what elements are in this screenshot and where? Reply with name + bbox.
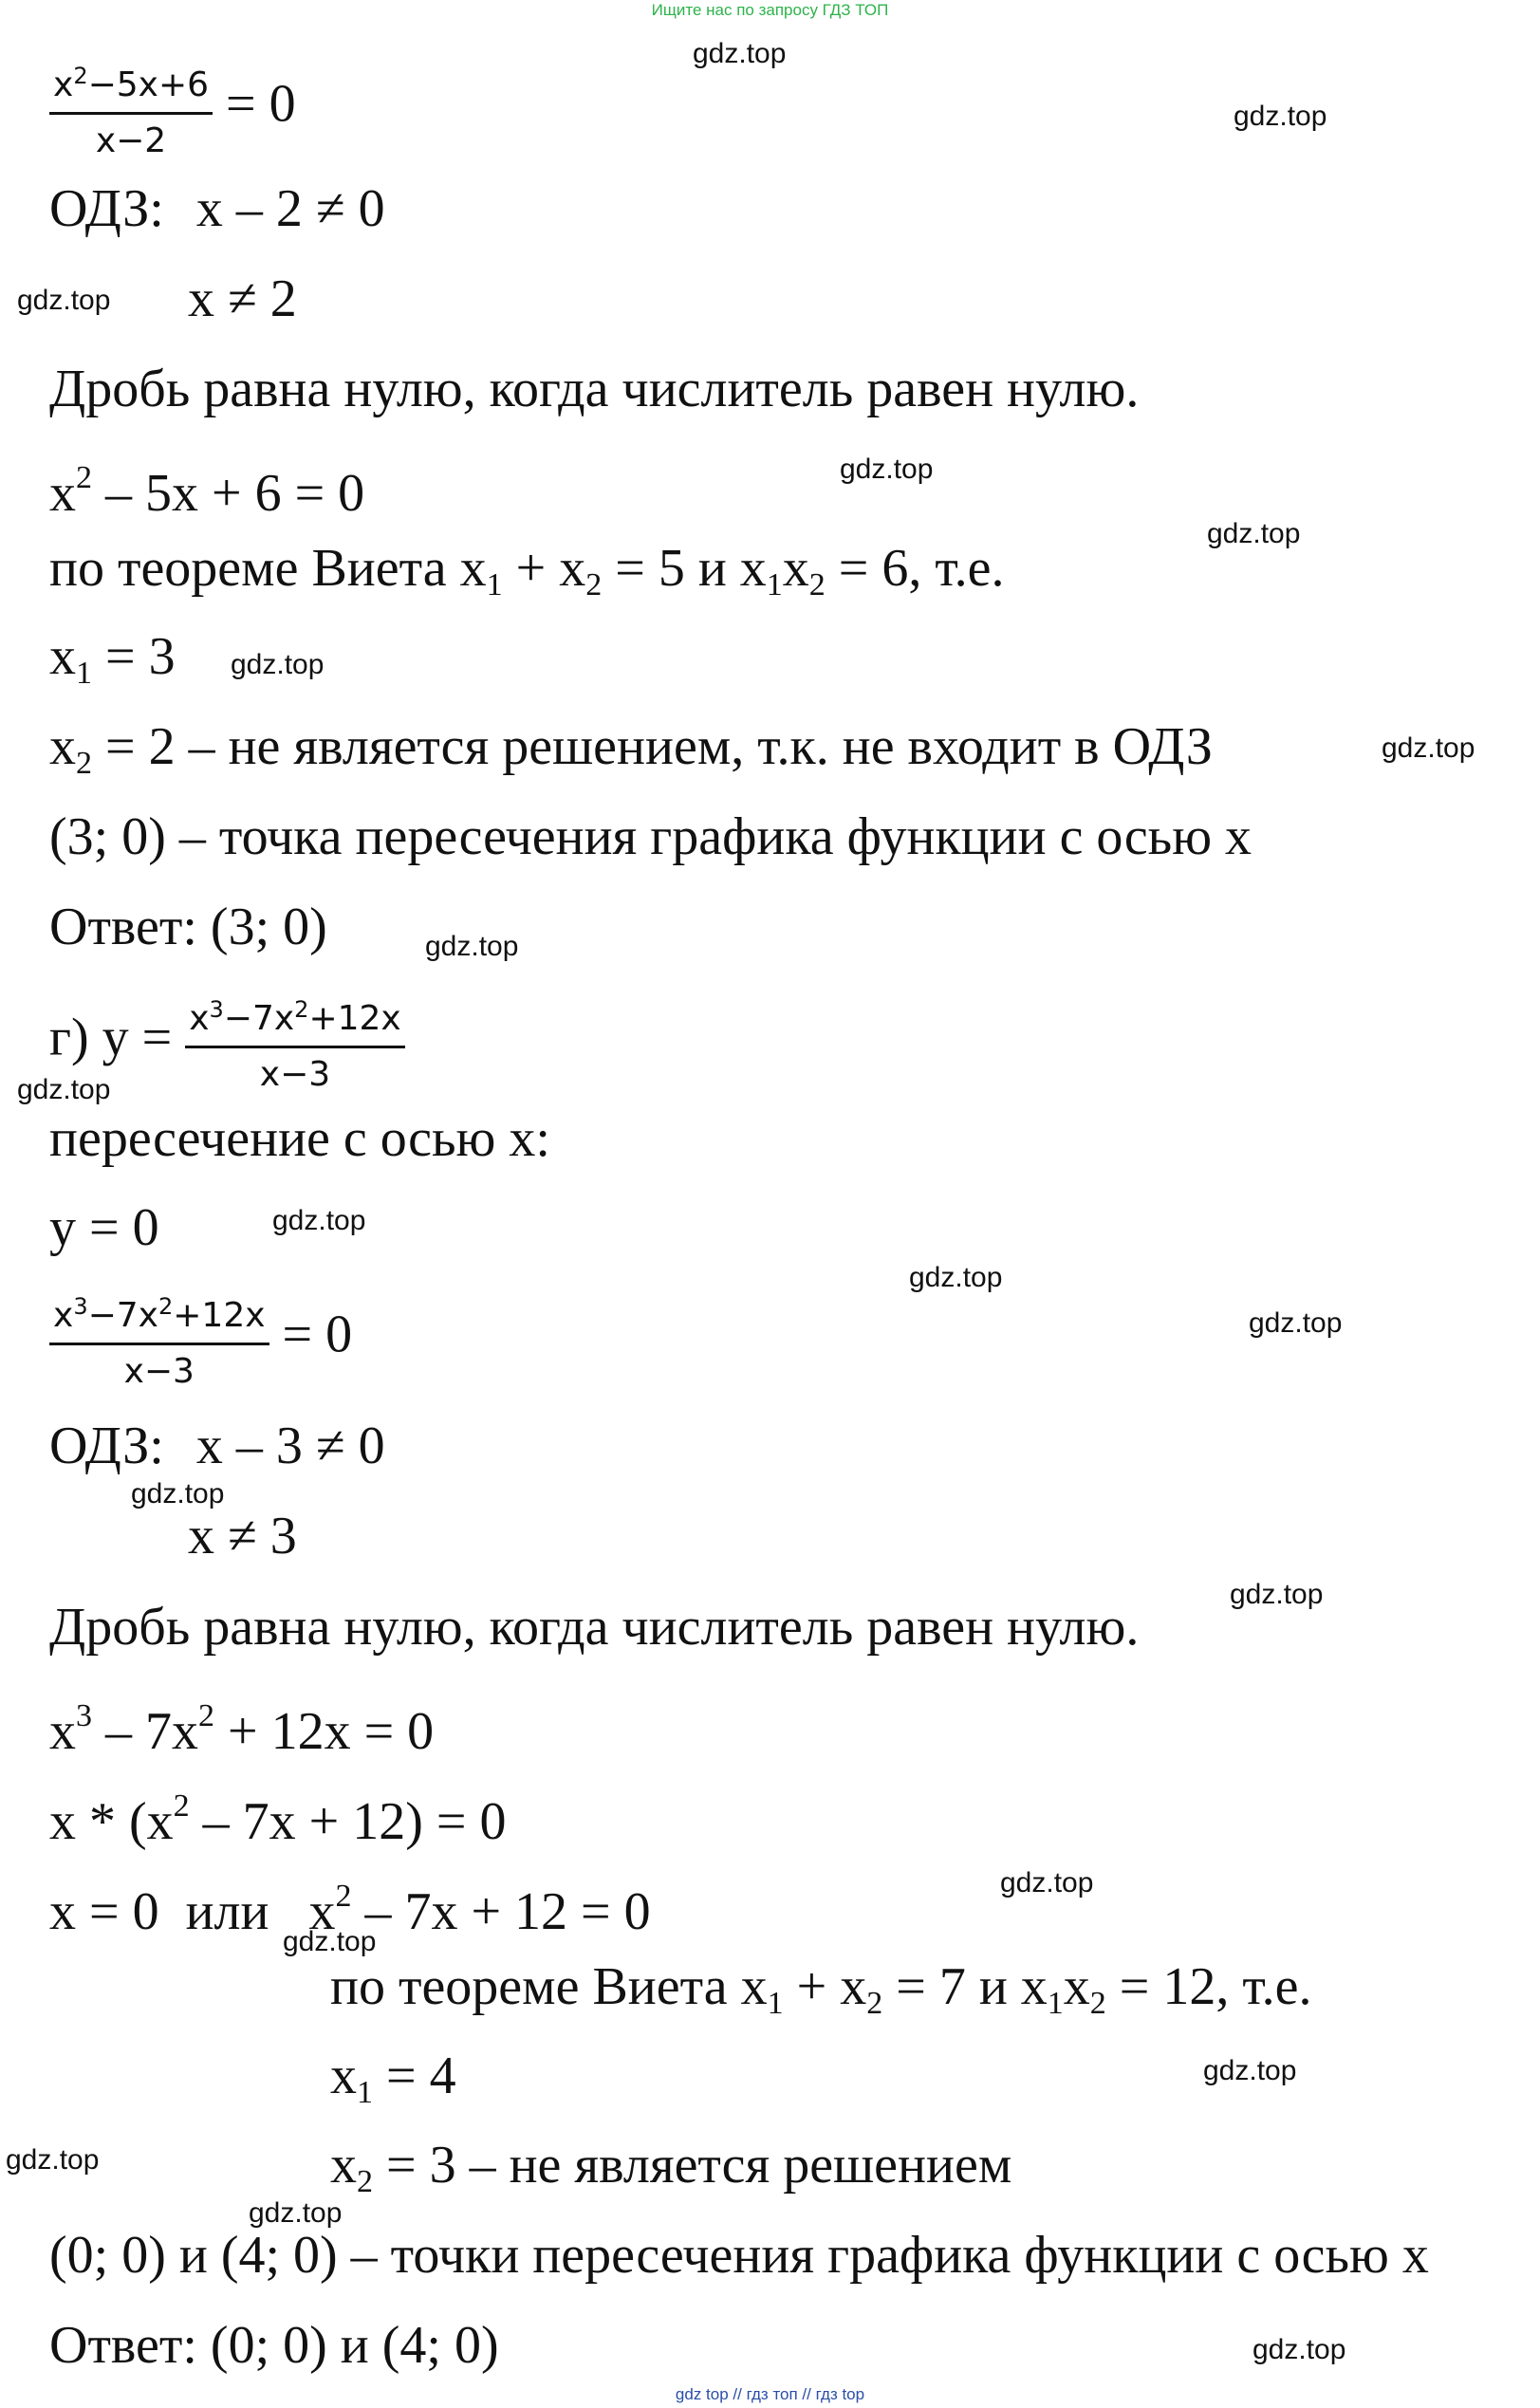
cubic-term3: + 12x = 0 (214, 1702, 435, 1761)
factored-equation: $x * (x^2 - 7x + 12) = 0$ (49, 1788, 507, 1851)
watermark: gdz.top (283, 1926, 377, 1957)
watermark: gdz.top (425, 931, 519, 962)
rule-text-1: Дробь равна нулю, когда числитель равен нулю. (49, 360, 1140, 418)
fraction-2-rhs: = 0 (282, 1305, 353, 1364)
root-g2: = 3 – не является решением (373, 2136, 1012, 2195)
vieta-sum: = 5 и x (602, 539, 767, 598)
watermark: gdz.top (840, 454, 934, 485)
watermark: gdz.top (272, 1205, 366, 1236)
fraction-g (185, 989, 405, 1096)
fraction-2-denominator: x−3 (123, 1352, 195, 1391)
fraction-1 (49, 55, 213, 162)
watermark: gdz.top (693, 38, 787, 69)
watermark: gdz.top (1203, 2055, 1297, 2086)
fraction-g-denominator: x−3 (259, 1055, 331, 1094)
vieta-text: по теореме Виета x (49, 539, 487, 598)
watermark: gdz.top (1382, 732, 1475, 764)
watermark: gdz.top (249, 2197, 343, 2229)
watermark: gdz.top (1000, 1867, 1094, 1899)
watermark: gdz.top (17, 285, 111, 316)
split-equation: x = 0 или $x^2 - 7x + 12 = 0$ (49, 1879, 651, 1941)
vieta-plus: + x (502, 539, 586, 598)
root-g2-line: $x_2 = 3$ – не является решением (330, 2136, 1012, 2199)
watermark: gdz.top (909, 1262, 1003, 1293)
quadratic-equation-1: $x^2 - 5x + 6 = 0$ (49, 460, 365, 523)
watermark: gdz.top (6, 2144, 100, 2176)
watermark: gdz.top (231, 649, 325, 680)
watermark: gdz.top (1249, 1307, 1343, 1339)
odz-label: ОДЗ: (49, 179, 164, 238)
root-2-line: $x_2 = 2$ – не является решением, т.к. не входит в ОДЗ (49, 717, 1213, 781)
top-banner: Ищите нас по запросу ГДЗ ТОП (651, 1, 889, 19)
intersection-point-1: (3; 0) – точка пересечения графика функции с осью x (49, 807, 1252, 866)
watermark: gdz.top (17, 1074, 111, 1105)
bottom-banner: gdz top // гдз топ // гдз top (675, 2385, 865, 2403)
fraction-g-numerator: $x^3-7x^2+12x$ (185, 989, 405, 1048)
fraction-1-denominator: x−2 (95, 121, 167, 160)
watermark: gdz.top (131, 1478, 225, 1510)
intersect-text: пересечение с осью x: (49, 1109, 550, 1168)
cubic-term2: – 7x (92, 1702, 198, 1761)
function-g-label: г) y = (49, 1008, 173, 1067)
vieta2-product: = 12, т.е. (1105, 1957, 1312, 2016)
cubic-equation: $x^3 - 7x^2 + 12x = 0$ (49, 1698, 435, 1761)
vieta-product: = 6, т.е. (825, 539, 1005, 598)
fraction-1-rhs: = 0 (226, 74, 296, 134)
vieta-x: x (782, 539, 809, 598)
fraction-1-numerator: $x^2-5x+6$ (49, 55, 213, 115)
odz-result-1: x ≠ 2 (188, 269, 297, 328)
watermark: gdz.top (1207, 518, 1301, 549)
fraction-equation-1 (49, 55, 296, 162)
eq-x: x (49, 464, 76, 523)
root-g1: = 4 (373, 2047, 456, 2105)
root-1-line: $x_1 = 3$ (49, 627, 176, 691)
answer-2: Ответ: (0; 0) и (4; 0) (49, 2316, 499, 2375)
odz-line-1 (49, 178, 385, 239)
vieta2-sum: = 7 и x (882, 1957, 1048, 2016)
intersection-points-2: (0; 0) и (4; 0) – точки пересечения графика функции с осью x (49, 2226, 1429, 2285)
odz-label-2: ОДЗ: (49, 1417, 164, 1475)
vieta2-x: x (1063, 1957, 1090, 2016)
answer-1: Ответ: (3; 0) (49, 898, 327, 956)
root-1: = 3 (92, 627, 176, 686)
odz-condition: x – 2 ≠ 0 (195, 179, 385, 238)
watermark: gdz.top (1234, 101, 1327, 132)
rule-text-2: Дробь равна нулю, когда числитель равен нулю. (49, 1598, 1140, 1657)
fraction-2 (49, 1286, 269, 1393)
fraction-equation-2 (49, 1286, 352, 1393)
cubic-x: x (49, 1702, 76, 1761)
root-2: = 2 – не является решением, т.к. не входит в ОДЗ (92, 717, 1213, 776)
odz-line-2 (49, 1416, 385, 1476)
eq-rest: – 5x + 6 = 0 (105, 464, 365, 523)
odz-condition-2: x – 3 ≠ 0 (195, 1417, 385, 1475)
fraction-2-numerator: $x^3-7x^2+12x$ (49, 1286, 269, 1345)
factored-a: x * (x (49, 1792, 174, 1851)
split-a: x = 0 или x (49, 1882, 336, 1941)
vieta-line-2: по теореме Виета $x_1 + x_2 = 7$ и $x_1x_2 = 12$, т.е. (330, 1957, 1312, 2021)
odz-result-2: x ≠ 3 (188, 1507, 297, 1565)
vieta-line-1: по теореме Виета $x_1 + x_2 = 5$ и $x_1x_2 = 6$, т.е. (49, 539, 1005, 602)
watermark: gdz.top (1252, 2334, 1346, 2365)
vieta2-plus: + x (783, 1957, 867, 2016)
vieta2-text: по теореме Виета x (330, 1957, 768, 2016)
split-b: – 7x + 12 = 0 (351, 1882, 651, 1941)
watermark: gdz.top (1230, 1579, 1324, 1610)
factored-b: – 7x + 12) = 0 (189, 1792, 507, 1851)
root-g1-line: $x_1 = 4$ (330, 2047, 456, 2110)
y-zero: y = 0 (49, 1198, 159, 1257)
